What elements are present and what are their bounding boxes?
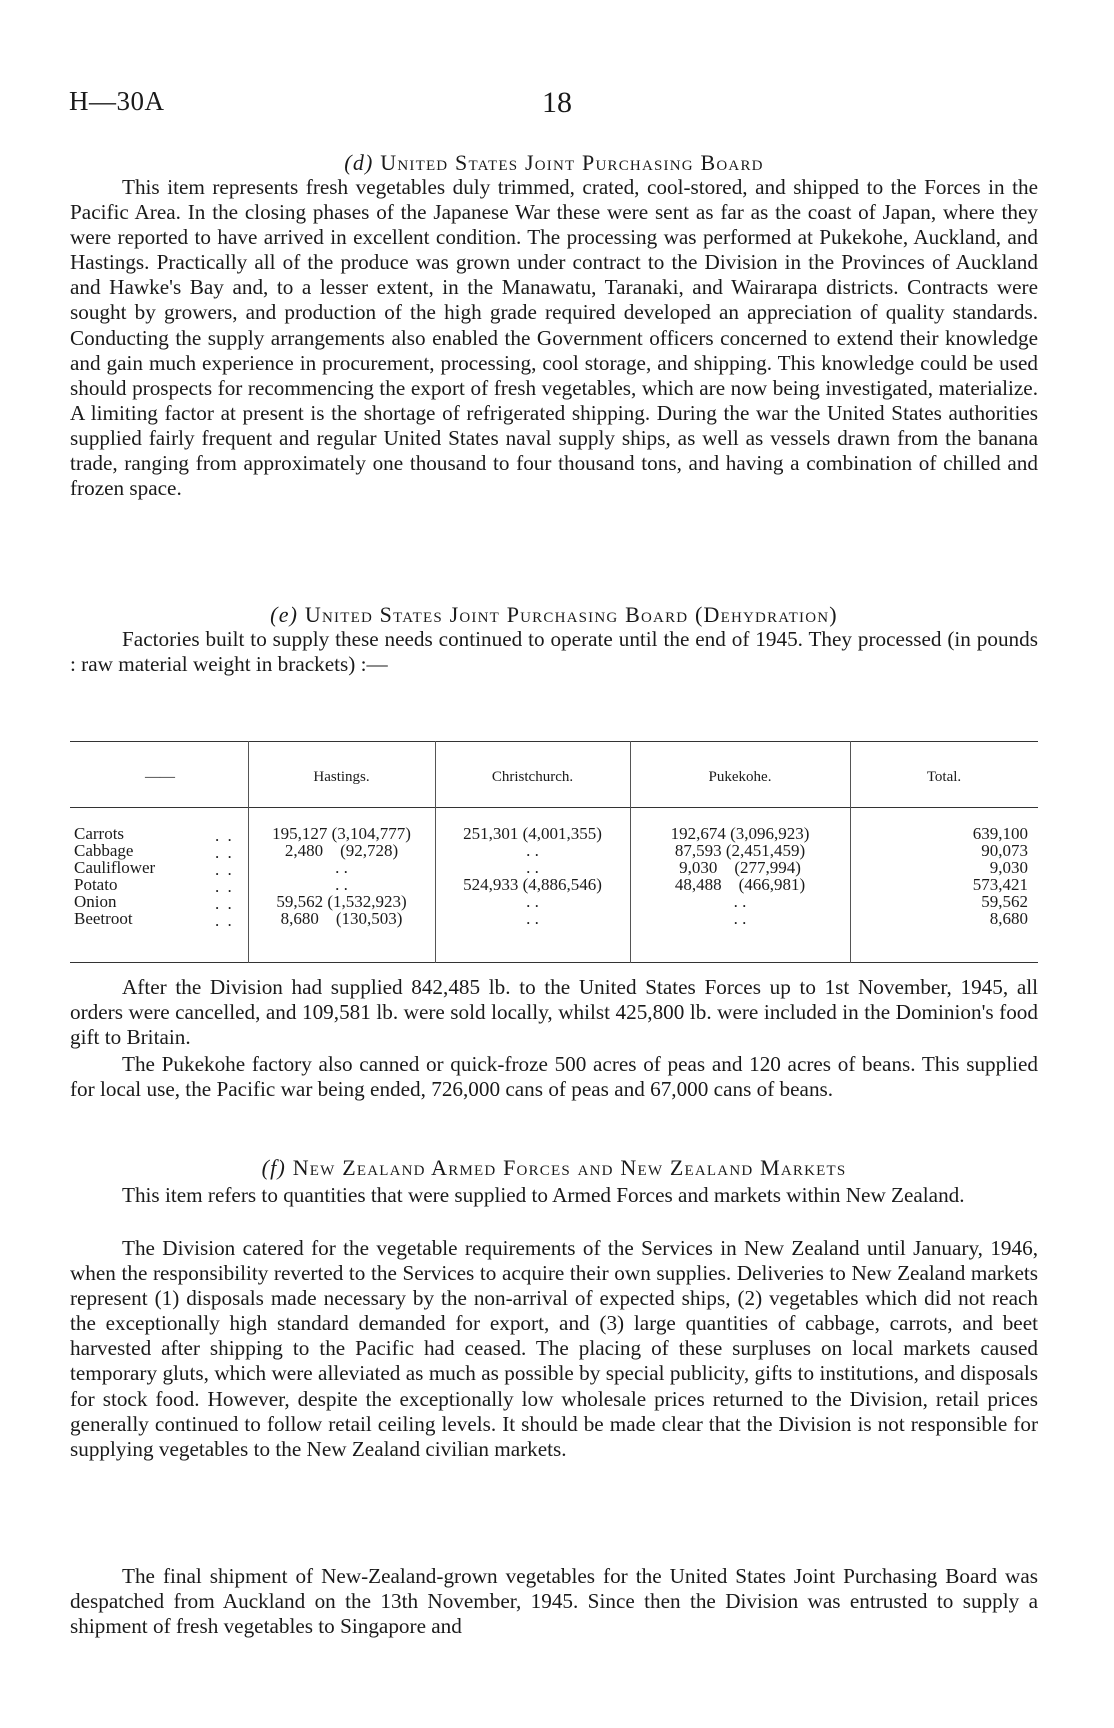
section-f-para-1: This item refers to quantities that were supplied to Armed Forces and markets within New Zealand. <box>122 1183 965 1207</box>
section-e-pukekohe-factory: The Pukekohe factory also canned or quick-froze 500 acres of peas and 120 acres of beans. This supplied for local use, the Pacific war being ended, 726,000 cans of peas and 67,000 cans of beans. <box>70 1052 1038 1102</box>
table-cell-christchurch: 524,933 (4,886,546) <box>463 875 602 894</box>
table-row-dots: . . <box>215 843 234 862</box>
table-cell-christchurch: . . <box>526 841 539 860</box>
table-row-dots: . . <box>215 894 234 913</box>
table-cell-pukekohe: . . <box>733 892 747 911</box>
section-d-title: United States Joint Purchasing Board <box>380 150 764 175</box>
section-f-para-2: The Division catered for the vegetable requirements of the Services in New Zealand until January, 1946, when the responsibility reverted to the Services to acquire their own supplies. Deliveries to New Zealand markets represent (1) disposals made necessary by the non-arrival of expected ships, (2) vegetables which did not reach the exceptionally high standard demanded for export, and (3) large quantities of cabbage, carrots, and beet harvested after shipping to the Pacific had ceased. The placing of these surpluses on local markets caused temporary gluts, which were alleviated as much as possible by special publicity, gifts to institutions, and disposals for stock food. However, despite the exceptionally low wholesale prices returned to the Division, retail prices generally continued to follow retail ceiling levels. It should be made clear that the Division is not responsible for supplying vegetables to the New Zealand civilian markets. <box>70 1236 1038 1461</box>
section-f-title: New Zealand Armed Forces and New Zealand Markets <box>292 1155 847 1180</box>
table-cell-total: 8,680 <box>989 909 1028 928</box>
table-row-label: Carrots <box>74 824 125 843</box>
table-top-rule <box>70 741 1038 742</box>
section-e-title: United States Joint Purchasing Board (Dehydration) <box>304 602 838 627</box>
section-f-heading <box>70 1155 1038 1181</box>
section-e-heading <box>70 602 1038 628</box>
section-d-letter: (d) <box>344 150 374 175</box>
table-cell-hastings: 8,680 (130,503) <box>280 909 403 928</box>
table-cell-christchurch: . . <box>526 858 539 877</box>
table-cell-pukekohe: 9,030 (277,994) <box>679 858 801 877</box>
table-row-label: Onion <box>74 892 117 911</box>
table-cell-pukekohe: 87,593 (2,451,459) <box>674 841 806 860</box>
table-cell-hastings: 59,562 (1,532,923) <box>276 892 407 911</box>
table-cell-christchurch: . . <box>526 909 539 928</box>
table-row-label: Cauliflower <box>74 858 156 877</box>
table-cell-hastings: . . <box>335 858 348 877</box>
table-cell-total: 639,100 <box>972 824 1028 843</box>
dehydration-table <box>70 741 1038 963</box>
table-cell-pukekohe: 48,488 (466,981) <box>674 875 806 894</box>
table-cell-hastings: . . <box>335 875 348 894</box>
section-e-letter: (e) <box>270 602 299 627</box>
table-header-total: Total. <box>926 769 962 785</box>
table-cell-christchurch: . . <box>526 892 539 911</box>
table-cell-pukekohe: . . <box>733 909 747 928</box>
table-cell-total: 9,030 <box>989 858 1028 877</box>
table-row-dots: . . <box>215 826 234 845</box>
page-number: 18 <box>542 86 572 119</box>
table-row-dots: . . <box>215 877 234 896</box>
table-row-label: Cabbage <box>74 841 134 860</box>
table-bottom-rule <box>70 962 1038 963</box>
table-header-rule <box>70 807 1038 808</box>
table-cell-total: 59,562 <box>981 892 1028 911</box>
report-code: H—30A <box>69 86 165 116</box>
section-e-after-supply: After the Division had supplied 842,485 lb. to the United States Forces up to 1st November, 1945, all orders were cancelled, and 109,581 lb. were sold locally, whilst 425,800 lb. were included in the Dominion's food gift to Britain. <box>70 975 1038 1050</box>
section-d-body: This item represents fresh vegetables duly trimmed, crated, cool-stored, and shipped to the Forces in the Pacific Area. In the closing phases of the Japanese War these were sent as far as the coast of Japan, where they were reported to have arrived in excellent condition. The processing was performed at Pukekohe, Auckland, and Hastings. Practically all of the produce was grown under contract to the Division in the Provinces of Auckland and Hawke's Bay and, to a lesser extent, in the Manawatu, Taranaki, and Wairarapa districts. Contracts were sought by growers, and production of the high grade required developed an appreciation of quality standards. Conducting the supply arrangements also enabled the Government officers concerned to extend their knowledge and gain much experience in procurement, processing, cool storage, and shipping. This knowledge could be used should prospects for recommencing the export of fresh vegetables, which are now being investigated, materialize. A limiting factor at present is the shortage of refrigerated shipping. During the war the United States authorities supplied fairly frequent and regular United States naval supply ships, as well as vessels drawn from the banana trade, ranging from approximately one thousand to four thousand tons, and having a combination of chilled and frozen space. <box>70 175 1038 501</box>
table-header-pukekohe: Pukekohe. <box>708 769 772 785</box>
section-f-para-3: The final shipment of New-Zealand-grown vegetables for the United States Joint Purchasing Board was despatched from Auckland on the 13th November, 1945. Since then the Division was entrusted to supply a shipment of fresh vegetables to Singapore and <box>70 1564 1038 1639</box>
table-header-blank: —— <box>145 769 175 785</box>
table-row-label: Beetroot <box>74 909 133 928</box>
table-header-hastings: Hastings. <box>313 769 370 785</box>
table-cell-total: 573,421 <box>972 875 1028 894</box>
table-cell-hastings: 2,480 (92,728) <box>284 841 399 860</box>
table-cell-christchurch: 251,301 (4,001,355) <box>463 824 602 843</box>
section-e-intro: Factories built to supply these needs continued to operate until the end of 1945. They processed (in pounds : raw material weight in brackets) :— <box>70 627 1038 677</box>
table-header-christchurch: Christchurch. <box>491 769 574 785</box>
table-row-dots: . . <box>215 860 234 879</box>
table-cell-total: 90,073 <box>981 841 1028 860</box>
section-f-letter: (f) <box>261 1155 286 1180</box>
table-row-dots: . . <box>215 911 234 930</box>
table-row-label: Potato <box>74 875 118 894</box>
table-cell-hastings: 195,127 (3,104,777) <box>272 824 411 843</box>
table-cell-pukekohe: 192,674 (3,096,923) <box>670 824 810 843</box>
